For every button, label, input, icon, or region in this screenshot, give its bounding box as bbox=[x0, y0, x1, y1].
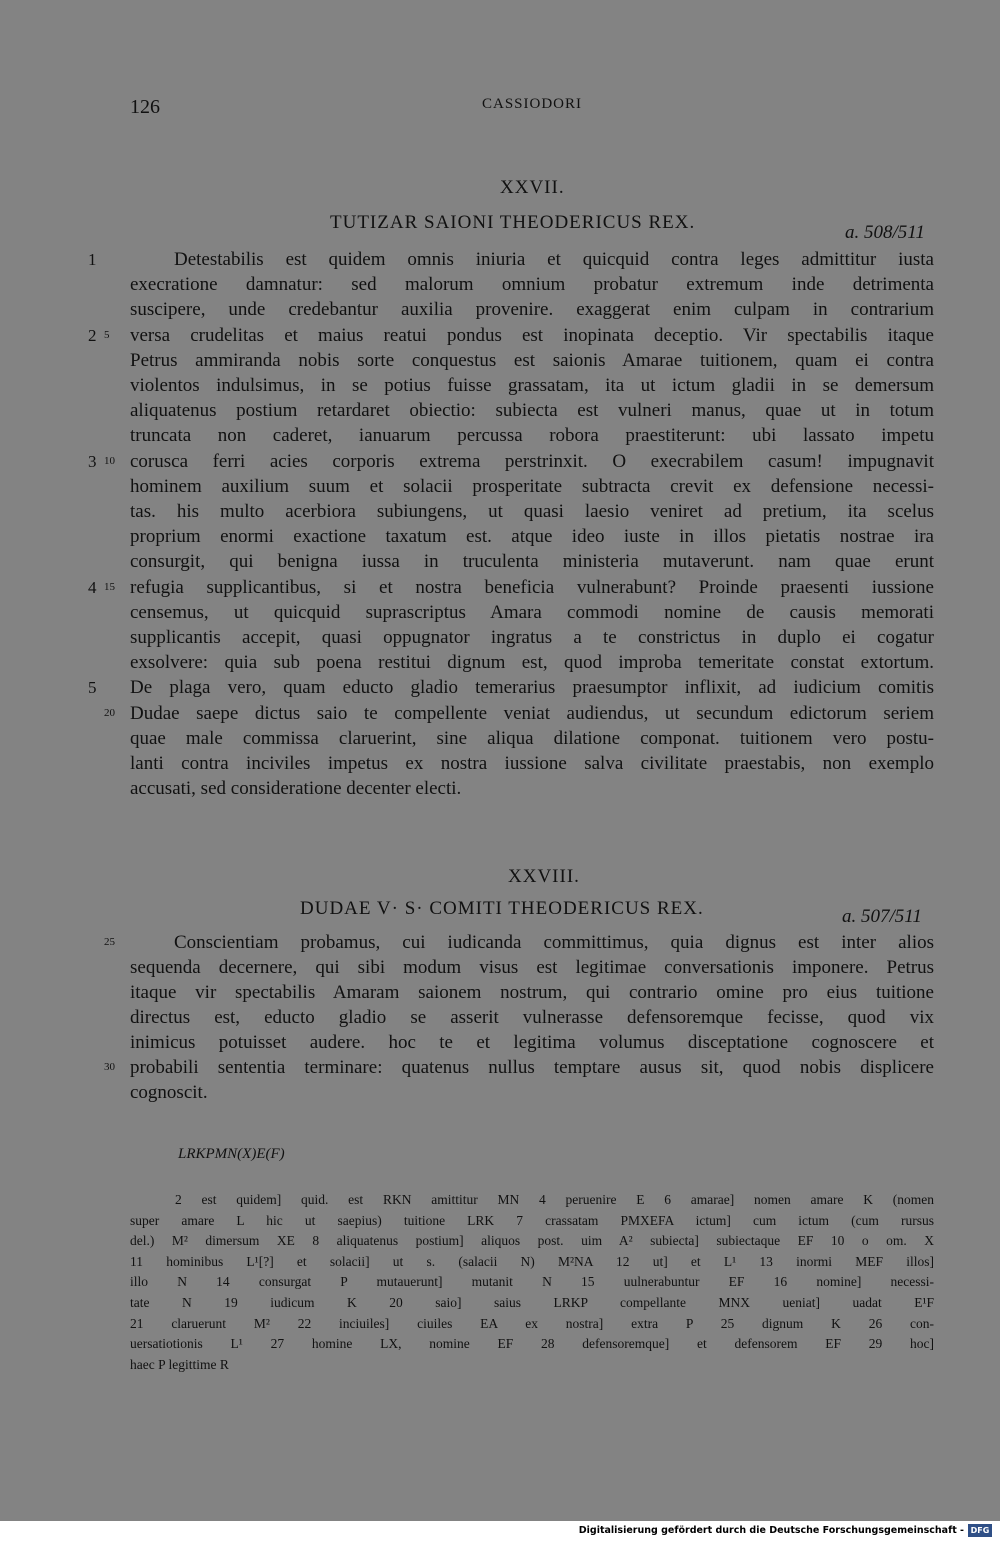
text-line: directus est, educto gladio se asserit vulnerasse defensoremque fecisse, quod vix bbox=[130, 1007, 934, 1028]
apparatus-line: illo N 14 consurgat P mutauerunt] mutanit N 15 uulnerabuntur EF 16 nomine] necessi- bbox=[130, 1274, 934, 1290]
apparatus-line: haec P legittime R bbox=[130, 1356, 229, 1372]
text-line: inimicus potuisset audere. hoc te et legitima volumus disceptatione cognoscere et bbox=[130, 1032, 934, 1053]
text-line: quae male commissa claruerint, sine aliqua dilatione componat. tuitionem vero postu- bbox=[130, 727, 934, 749]
text-line: exsolvere: quia sub poena restitui dignum est, quod improba temeritate constat extortum. bbox=[130, 652, 934, 674]
funding-credit: Digitalisierung gefördert durch die Deutsche Forschungsgemeinschaft - bbox=[578, 1525, 964, 1536]
paragraph-number: 1 bbox=[88, 250, 97, 269]
text-line: lanti contra inciviles impetus ex nostra iussione salva civilitate praestabis, non exemplo bbox=[130, 753, 934, 774]
chapter-title: TUTIZAR SAIONI THEODERICUS REX. bbox=[330, 212, 696, 233]
apparatus-line: super amare L hic ut saepius) tuitione LRK 7 crassatam PMXEFA ictum] cum ictum (cum rursus bbox=[130, 1212, 934, 1228]
text-line: truncata non caderet, ianuarum percussa robora praestiterunt: ubi lassato impetu bbox=[130, 425, 934, 447]
line-number: 30 bbox=[104, 1061, 115, 1073]
text-line: violentos indulsimus, in se potius fuisse grassatam, ita ut ictum gladii in se demersum bbox=[130, 375, 934, 396]
text-line: Conscientiam probamus, cui iudicanda committimus, quia dignus est inter alios bbox=[174, 932, 934, 953]
text-line: consurgit, qui benigna iussa in truculenta ministeria mutaverunt. nam quae erunt bbox=[130, 551, 934, 573]
page-number: 126 bbox=[130, 96, 160, 118]
digitization-footer bbox=[0, 1521, 1000, 1541]
text-line: suscipere, unde credebantur auxilia provenire. exaggerat enim culpam in contrarium bbox=[130, 299, 934, 321]
dfg-logo: DFG bbox=[968, 1524, 992, 1537]
text-line: execratione damnatur: sed malorum omnium probatur extremum inde detrimenta bbox=[130, 274, 934, 296]
apparatus-line: 11 hominibus L¹[?] et solacii] ut s. (salacii N) M²NA 12 ut] et L¹ 13 inormi MEF illos] bbox=[130, 1253, 934, 1269]
text-line: tas. his multo acerbiora subiungens, ut quasi laesio veniret ad pretium, ita scelus bbox=[130, 501, 934, 522]
chapter-title: DUDAE V· S· COMITI THEODERICUS REX. bbox=[300, 898, 704, 919]
line-number: 10 bbox=[104, 454, 115, 467]
apparatus-line: 2 est quidem] quid. est RKN amittitur MN 4 peruenire E 6 amarae] nomen amare K (nomen bbox=[175, 1192, 934, 1207]
line-number: 20 bbox=[104, 706, 115, 719]
text-line: refugia supplicantibus, si et nostra beneficia vulnerabunt? Proinde praesenti iussione bbox=[130, 576, 934, 598]
text-line: proprium enormi exactione taxatum est. atque ideo iuste in illos pietatis nostrae ira bbox=[130, 526, 934, 548]
text-line: Dudae saepe dictus saio te compellente veniat audiendus, ut secundum edictorum seriem bbox=[130, 702, 934, 724]
running-title: CASSIODORI bbox=[482, 96, 583, 112]
text-line: De plaga vero, quam educto gladio temerarius praesumptor inflixit, ad iudicium comitis bbox=[130, 677, 934, 699]
apparatus-line: 21 claruerunt M² 22 inciuiles] ciuiles EA ex nostra] extra P 25 dignum K 26 con- bbox=[130, 1315, 934, 1331]
text-line: Petrus ammiranda nobis sorte conquestus est saionis Amarae tuitionem, quam ei contra bbox=[130, 349, 934, 371]
chapter-date: a. 507/511 bbox=[842, 906, 922, 927]
chapter-date: a. 508/511 bbox=[845, 222, 925, 243]
apparatus-line: tate N 19 iudicum K 20 saio] saius LRKP compellante MNX ueniat] uadat E¹F bbox=[130, 1295, 934, 1310]
text-line: sequenda decernere, qui sibi modum visus est legitimae conversationis imponere. Petrus bbox=[130, 957, 934, 978]
text-line: accusati, sed consideratione decenter electi. bbox=[130, 778, 462, 800]
text-line: versa crudelitas et maius reatui pondus est inopinata deceptio. Vir spectabilis itaque bbox=[130, 324, 934, 346]
text-line: corusca ferri acies corporis extrema perstrinxit. O execrabilem casum! impugnavit bbox=[130, 450, 934, 472]
chapter-number: XXVII. bbox=[500, 177, 565, 198]
manuscript-sigla: LRKPMN(X)E(F) bbox=[178, 1146, 285, 1162]
line-number: 15 bbox=[104, 580, 115, 593]
text-line: supplicantis accepit, quasi oppugnator ingratus a te constrictus in duplo ei cogatur bbox=[130, 627, 934, 648]
paragraph-number: 5 bbox=[88, 678, 97, 698]
paragraph-number: 2 bbox=[88, 325, 97, 345]
chapter-number: XXVIII. bbox=[508, 866, 580, 887]
text-line: Detestabilis est quidem omnis iniuria et quicquid contra leges admittitur iusta bbox=[174, 249, 934, 270]
text-line: censemus, ut quicquid suprascriptus Amara commodi nomine de causis memorati bbox=[130, 601, 934, 623]
apparatus-line: uersatiotionis L¹ 27 homine LX, nomine EF 28 defensoremque] et defensorem EF 29 hoc] bbox=[130, 1336, 934, 1352]
apparatus-line: del.) M² dimersum XE 8 aliquatenus postium] aliquos post. uim A² subiecta] subiectaque EF 10 o om. X bbox=[130, 1233, 934, 1249]
paragraph-number: 4 bbox=[88, 577, 97, 597]
line-number: 5 bbox=[104, 328, 110, 341]
text-line: probabili sententia terminare: quatenus nullus temptare ausus sit, quod nobis displicere bbox=[130, 1057, 934, 1078]
text-line: cognoscit. bbox=[130, 1082, 208, 1103]
text-line: itaque vir spectabilis Amaram saionem nostrum, qui contrario omine pro eius tuitione bbox=[130, 982, 934, 1003]
text-line: hominem auxilium suum et solacii prosperitate subtracta crevit ex defensione necessi- bbox=[130, 475, 934, 497]
paragraph-number: 3 bbox=[88, 451, 97, 471]
line-number: 25 bbox=[104, 936, 115, 948]
text-line: aliquatenus postium retardaret obiectio: subiecta est vulneri manus, quae ut in totum bbox=[130, 400, 934, 422]
